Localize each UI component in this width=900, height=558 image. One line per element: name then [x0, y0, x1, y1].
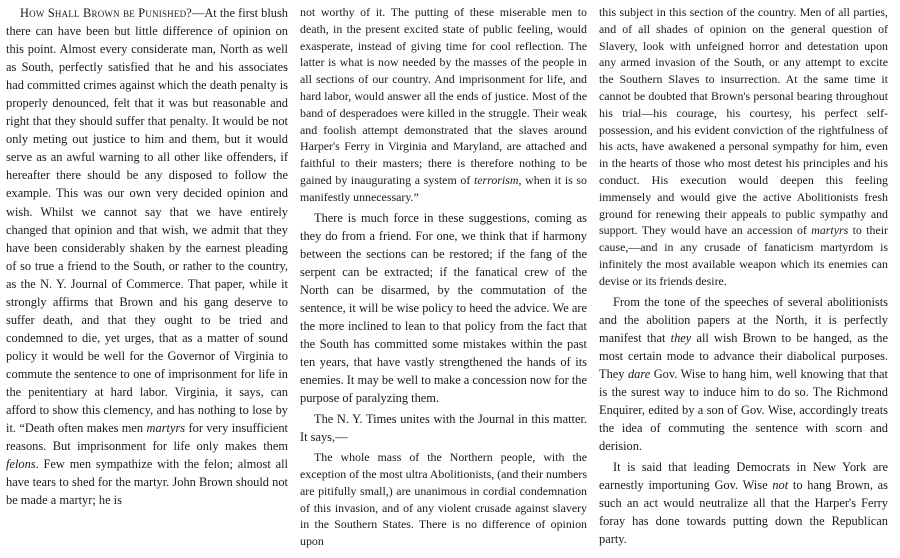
column-3 — [599, 4, 888, 558]
quoted-paragraph: The whole mass of the Northern people, with the exception of the most ultra Abolitionists, (and their numbers are pitifully small,) are unanimous in cordial condemnation of this invasion, and of any violent crusade against slavery in the Southern States. There is no difference of opinion upon — [300, 450, 587, 549]
article-headline: How Shall Brown be Punished? — [20, 6, 192, 20]
paragraph-text: , when it is so manifestly unnecessary.” — [300, 172, 587, 204]
paragraph-text: all wish Brown to be hanged, as the most certain mode to advance their diabolical purposes. They — [599, 330, 888, 381]
article-paragraph — [599, 293, 888, 455]
column-1 — [6, 4, 288, 558]
quoted-paragraph — [300, 4, 587, 206]
paragraph-text: . Few men sympathize with the felon; almost all have tears to shed for the martyr. John Brown should not be made a martyr; he is — [6, 457, 288, 508]
paragraph-text: It is said that leading Democrats in New York are earnestly importuning Gov. Wise — [599, 459, 888, 493]
paragraph-text: —At the first blush there can have been but little difference of opinion on this point. Almost every considerate man, North as well as South, perfectly satisfied that he and his associates had committed crimes against which the death penalty is properly denounced, felt that it was but reasonable and right that they should suffer that penalty. It would be not only meting out justice to him and them, but it would serve as an awful warning to all other like offenders, if hereafter there should be any disposed to follow the example. This was our own very decided opinion and wish. Whilst we cannot say that we have entirely changed that opinion and that wish, we admit that they have been considerably shaken by the earnest pleading of so true a friend to the South, or rather to the country, as the N. Y. Journal of Commerce. That paper, while it strongly affirms that Brown and his gang deserve to suffer death, and that they ought to be tried and condemned to die, yet urges, that as a matter of sound policy it would be well for the Governor of Virginia to commute the sentence to one of imprisonment for life in the penitentiary at hard labor. Virginia, it says, can afford to show this clemency, and has nothing to lose by it. “Death often makes men — [6, 6, 288, 436]
article-paragraph — [599, 458, 888, 548]
emphasis-text: dare — [627, 366, 651, 381]
emphasis-text: terrorism — [473, 172, 519, 187]
emphasis-text: martyrs — [811, 223, 849, 238]
paragraph-text: this subject in this section of the country. Men of all parties, and of all shades of opinion on the general question of Slavery, look with unfeigned horror and detestation upon any armed invasion of the South, or any attempt to excite the Southern Slaves to insurrection. At the same time it cannot be doubted that Brown's personal bearing throughout his trial—his courage, his courtesy, his perfect self-possession, and his evident conviction of the rightfulness of his acts, have awakened a personal sympathy for him, even in the hearts of those who most detest his principles and his conduct. His execution would deepen this feeling immensely and would give the active Abolitionists fresh ground for renewing their appeals to public sympathy and support. They would have an accession of — [599, 5, 888, 238]
quoted-paragraph — [599, 4, 888, 290]
paragraph-text: for very insufficient reasons. But imprisonment for life only makes them — [6, 421, 288, 454]
column-2 — [300, 4, 587, 558]
emphasis-text: not — [772, 478, 789, 493]
paragraph-text: Gov. Wise to hang him, well knowing that that is the surest way to induce him to do so. The Richmond Enquirer, edited by a son of Gov. Wise, accordingly treats the idea of commuting the sentence with scorn and derision. — [599, 366, 888, 453]
paragraph-text: to their cause,—and in any crusade of fanaticism martyrdom is infinitely the most available weapon which its enemies can devise or its friends desire. — [599, 223, 888, 288]
paragraph-text: From the tone of the speeches of several abolitionists and the abolition papers at the North, it is perfectly manifest that — [599, 294, 888, 345]
article-paragraph: The N. Y. Times unites with the Journal in this matter. It says,— — [300, 412, 587, 445]
emphasis-text: felons — [6, 457, 36, 472]
paragraph-text: to hang Brown, as such an act would neutralize all that the Harper's Ferry foray has done towards putting down the Republican party. — [599, 478, 888, 547]
article-paragraph: There is much force in these suggestions, coming as they do from a friend. For one, we think that if harmony between the sections can be restored; if the fang of the serpent can be extracted; if the fanatical crew of the North can be disarmed, by the commutation of the sentence, it will be wise policy to heed the advice. We are the more inclined to lean to that policy from the fact that the South has committed some mistakes within the past ten years, that have vastly strengthened the hands of its enemies. It may be well to make a concession now for the purpose of paralyzing them. — [300, 210, 587, 406]
paragraph-text: not worthy of it. The putting of these miserable men to death, in the present excited state of public feeling, would exasperate, instead of giving time for cool reflection. The latter is what is now needed by the masses of the people in all sections of our country. And imprisonment for life, and hard labor, would answer all the ends of justice. Most of the band of desperadoes were killed in the struggle. Their weak and foolish attempt demonstrated that the slaves around Harper's Ferry in Virginia and Maryland, are attached and faithful to their masters; there is therefore nothing to be gained by inaugurating a system of — [300, 5, 587, 187]
emphasis-text: they — [670, 330, 692, 345]
article-paragraph — [6, 4, 288, 509]
emphasis-text: martyrs — [146, 421, 186, 436]
